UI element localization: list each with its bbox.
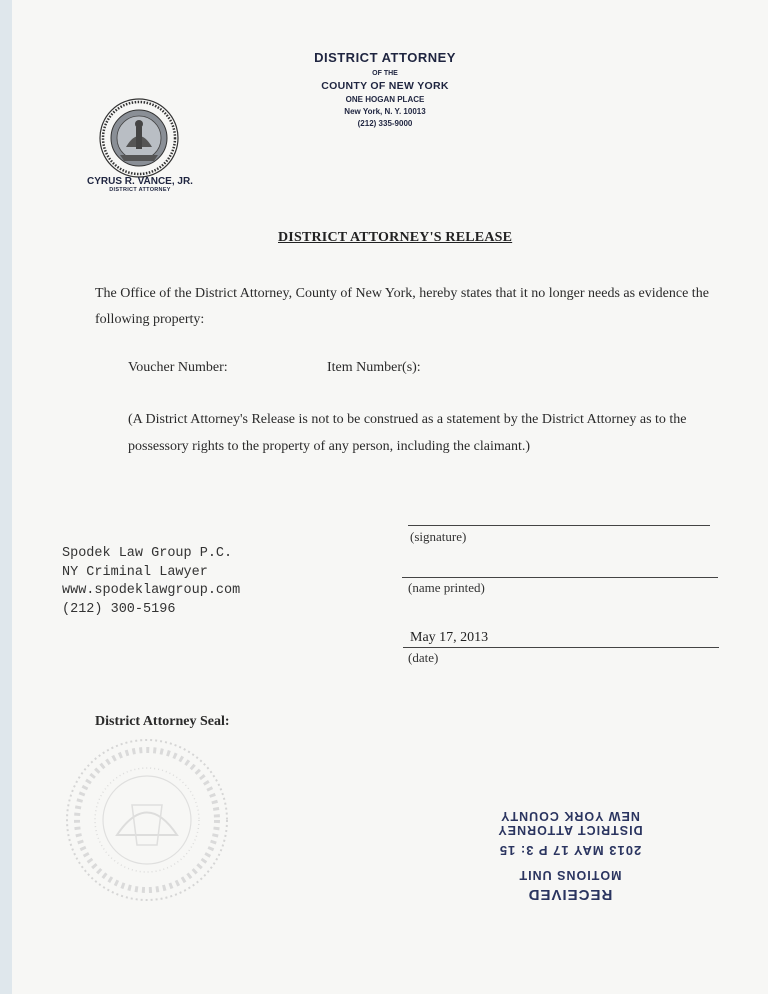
stamp-line-county: NEW YORK COUNTY [500,809,640,823]
letterhead-county: COUNTY OF NEW YORK [321,80,449,92]
stamp-line-received: RECEIVED [527,886,613,903]
letterhead [250,50,520,128]
letterhead-phone: (212) 335-9000 [357,119,413,128]
firm-tagline: NY Criminal Lawyer [62,564,208,580]
document-title: DISTRICT ATTORNEY'S RELEASE [278,230,513,245]
firm-name: Spodek Law Group P.C. [62,546,233,561]
embossed-seal-icon [62,735,232,905]
firm-website: www.spodeklawgroup.com [62,583,241,598]
signature-label: (signature) [410,529,467,544]
stamp-line-datetime: 2013 MAY 17 P 3: 15 [498,843,642,858]
signature-line [408,525,710,526]
stamp-line-office: DISTRICT ATTORNEY [497,823,643,837]
firm-phone: (212) 300-5196 [62,601,176,617]
voucher-number-label: Voucher Number: [128,360,228,375]
stamp-line-unit: MOTIONS UNIT [518,868,622,882]
letterhead-address-line1: ONE HOGAN PLACE [345,95,425,104]
name-printed-line [402,577,718,578]
received-stamp [470,785,670,905]
district-attorney-block [60,176,220,193]
date-line [403,647,719,648]
city-seal-icon [98,97,180,179]
letterhead-of-the: OF THE [372,70,398,77]
firm-block [62,545,240,619]
item-number-label: Item Number(s): [327,360,421,375]
release-disclaimer: (A District Attorney's Release is not to be construed as a statement by the District Attorney as to the possessory rights to the property of any person, including the claimant.) [128,412,687,454]
date-label: (date) [408,650,439,665]
date-value: May 17, 2013 [410,630,489,645]
name-printed-label: (name printed) [408,580,485,595]
release-paragraph: The Office of the District Attorney, County of New York, hereby states that it no longer needs as evidence the following property: [95,286,709,327]
seal-section-label: District Attorney Seal: [95,714,230,729]
letterhead-address-line2: New York, N. Y. 10013 [344,107,426,116]
letterhead-title: DISTRICT ATTORNEY [314,50,456,65]
page-edge-strip [0,0,12,994]
district-attorney-name: CYRUS R. VANCE, JR. [87,176,193,187]
district-attorney-title: DISTRICT ATTORNEY [109,187,171,193]
